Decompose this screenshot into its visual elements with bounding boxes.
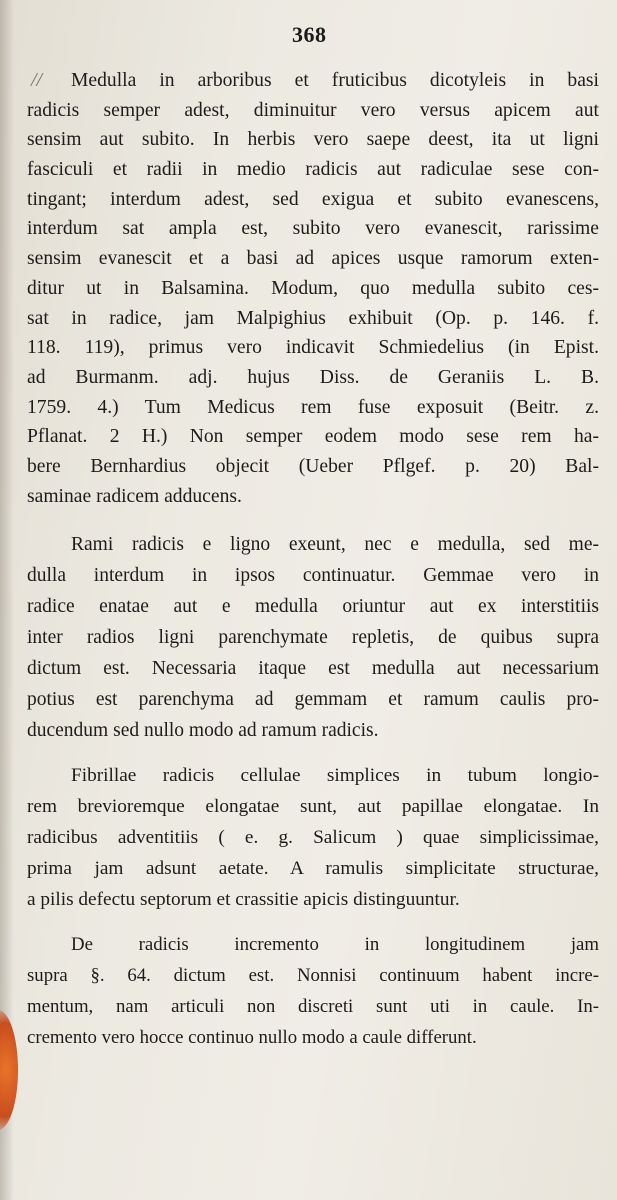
paragraph-fibrillae <box>27 760 599 915</box>
text-line: ad Burmanm. adj. hujus Diss. de Geraniis L. B. <box>27 366 599 388</box>
text-line: sat in radice, jam Malpighius exhibuit (Op. p. 146. f. <box>27 307 599 329</box>
text-line: rem brevioremque elongatae sunt, aut papillae elongatae. In <box>27 796 599 818</box>
text-line: ditur ut in Balsamina. Modum, quo medulla subito ces- <box>27 277 599 299</box>
paragraph-rami <box>27 529 599 746</box>
text-line: tingant; interdum adest, sed exigua et subito evanescens, <box>27 188 599 210</box>
text-line: sensim evanescit et a basi ad apices usque ramorum exten- <box>27 248 599 270</box>
text-line: mentum, nam articuli non discreti sunt uti in caule. In- <box>27 996 599 1018</box>
text-line: saminae radicem adducens. <box>27 485 242 507</box>
finger-in-margin <box>0 1010 18 1130</box>
page-number: 368 <box>292 22 327 47</box>
text-line: fasciculi et radii in medio radicis aut radiculae sese con- <box>27 159 599 181</box>
text-line: radicibus adventitiis ( e. g. Salicum ) quae simplicissimae, <box>27 827 599 849</box>
text-line: radice enatae aut e medulla oriuntur aut ex interstitiis <box>27 596 599 618</box>
text-line: 118. 119), primus vero indicavit Schmiedelius (in Epist. <box>27 337 599 359</box>
text-block <box>27 66 599 1053</box>
text-line: bere Bernhardius objecit (Ueber Pflgef. p. 20) Bal- <box>27 455 599 477</box>
text-line: supra §. 64. dictum est. Nonnisi continuum habent incre- <box>27 965 599 987</box>
text-line: cremento vero hocce continuo nullo modo a caule differunt. <box>27 1027 477 1049</box>
text-line: De radicis incremento in longitudinem jam <box>71 934 599 956</box>
text-line: a pilis defectu septorum et crassitie apicis distinguuntur. <box>27 889 460 911</box>
text-line: radicis semper adest, diminuitur vero versus apicem aut <box>27 99 599 121</box>
text-line: Fibrillae radicis cellulae simplices in tubum longio- <box>71 765 599 787</box>
text-line: potius est parenchyma ad gemmam et ramum caulis pro- <box>27 689 599 711</box>
text-line: dulla interdum in ipsos continuatur. Gemmae vero in <box>27 565 599 587</box>
text-line: dictum est. Necessaria itaque est medulla aut necessarium <box>27 658 599 680</box>
text-line: inter radios ligni parenchymate repletis, de quibus supra <box>27 627 599 649</box>
text-line: ducendum sed nullo modo ad ramum radicis. <box>27 720 379 742</box>
paragraph-medulla <box>27 66 599 511</box>
text-line: Rami radicis e ligno exeunt, nec e medulla, sed me- <box>71 534 599 556</box>
paragraph-incremento <box>27 929 599 1053</box>
margin-mark: // <box>31 69 43 91</box>
text-line: interdum sat ampla est, subito vero evanescit, rarissime <box>27 218 599 240</box>
text-line: sensim aut subito. In herbis vero saepe deest, ita ut ligni <box>27 129 599 151</box>
text-line: 1759. 4.) Tum Medicus rem fuse exposuit (Beitr. z. <box>27 396 599 418</box>
text-line: Pflanat. 2 H.) Non semper eodem modo sese rem ha- <box>27 426 599 448</box>
text-line: Medulla in arboribus et fruticibus dicotyleis in basi <box>71 70 599 91</box>
text-line: prima jam adsunt aetate. A ramulis simplicitate structurae, <box>27 858 599 880</box>
